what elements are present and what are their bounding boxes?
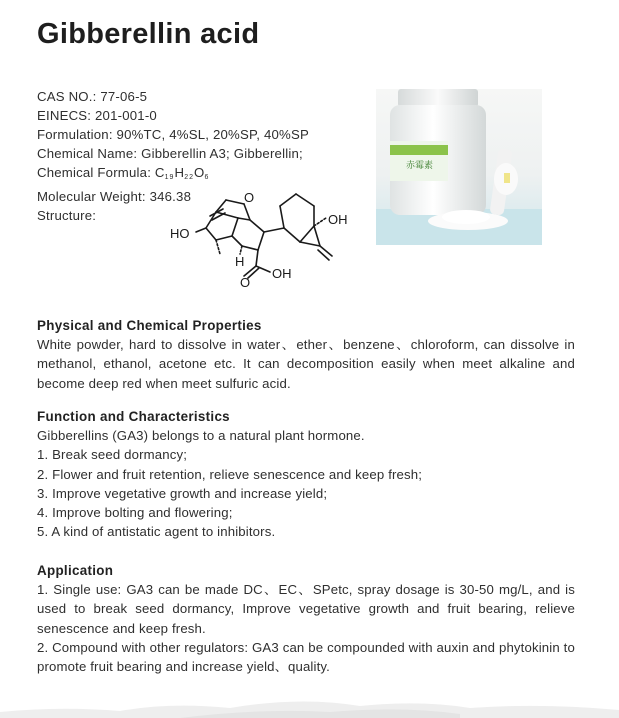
einecs-number: EINECS: 201-001-0	[37, 108, 157, 123]
physical-properties-text: White powder, hard to dissolve in water、ether、benzene、chloroform, can dissolve in methanol, ethanol, acetone etc. It can decomposition easily when meet alkaline and become deep red when meet sulfuric acid.	[37, 337, 575, 391]
formulation: Formulation: 90%TC, 4%SL, 20%SP, 40%SP	[37, 127, 309, 142]
chemical-name: Chemical Name: Gibberellin A3; Gibberellin;	[37, 146, 303, 161]
bottle-label: 赤霉素	[406, 161, 434, 171]
oxygen-label: O	[244, 190, 255, 205]
application-item: 2. Compound with other regulators: GA3 can be compounded with auxin and phytokinin to promote fruit bearing and increase yield、quality.	[37, 639, 575, 675]
physical-properties-section	[37, 316, 575, 393]
hydrogen-label: H	[235, 254, 245, 269]
function-item: 2. Flower and fruit retention, relieve senescence and keep fresh;	[37, 466, 423, 482]
physical-properties-heading: Physical and Chemical Properties	[37, 318, 262, 333]
function-item: 3. Improve vegetative growth and increase yield;	[37, 485, 328, 501]
function-item: 5. A kind of antistatic agent to inhibitors.	[37, 524, 276, 540]
acid-oxygen-label: O	[240, 275, 251, 290]
application-item: 1. Single use: GA3 can be made DC、EC、SPetc, spray dosage is 30-50 mg/L, and is used to break seed dormancy, Improve vegetative growth and fruit bearing, relieve senescence and keep fresh.	[37, 582, 575, 636]
application-heading: Application	[37, 563, 114, 578]
product-photo	[376, 89, 542, 245]
application-section	[37, 561, 575, 676]
function-item: 4. Improve bolting and flowering;	[37, 505, 233, 521]
function-intro: Gibberellins (GA3) belongs to a natural plant hormone.	[37, 428, 365, 444]
chemical-formula: Chemical Formula: $C_{19}H_{22}O_6$	[37, 165, 210, 181]
function-heading: Function and Characteristics	[37, 409, 230, 424]
decorative-hills	[0, 678, 619, 718]
product-bottle-illustration	[376, 89, 542, 245]
cas-number: CAS NO.: 77-06-5	[37, 89, 148, 104]
hydroxyl-label-left: HO	[170, 226, 190, 241]
function-section	[37, 407, 575, 541]
acid-hydroxyl-label: OH	[272, 266, 292, 281]
page-title: Gibberellin acid	[37, 18, 260, 50]
structure-diagram	[168, 186, 368, 294]
function-item: 1. Break seed dormancy;	[37, 447, 188, 463]
hydroxyl-label-right: OH	[328, 212, 348, 227]
molecular-weight: Molecular Weight: 346.38	[37, 189, 192, 204]
structure-label: Structure:	[37, 208, 97, 223]
